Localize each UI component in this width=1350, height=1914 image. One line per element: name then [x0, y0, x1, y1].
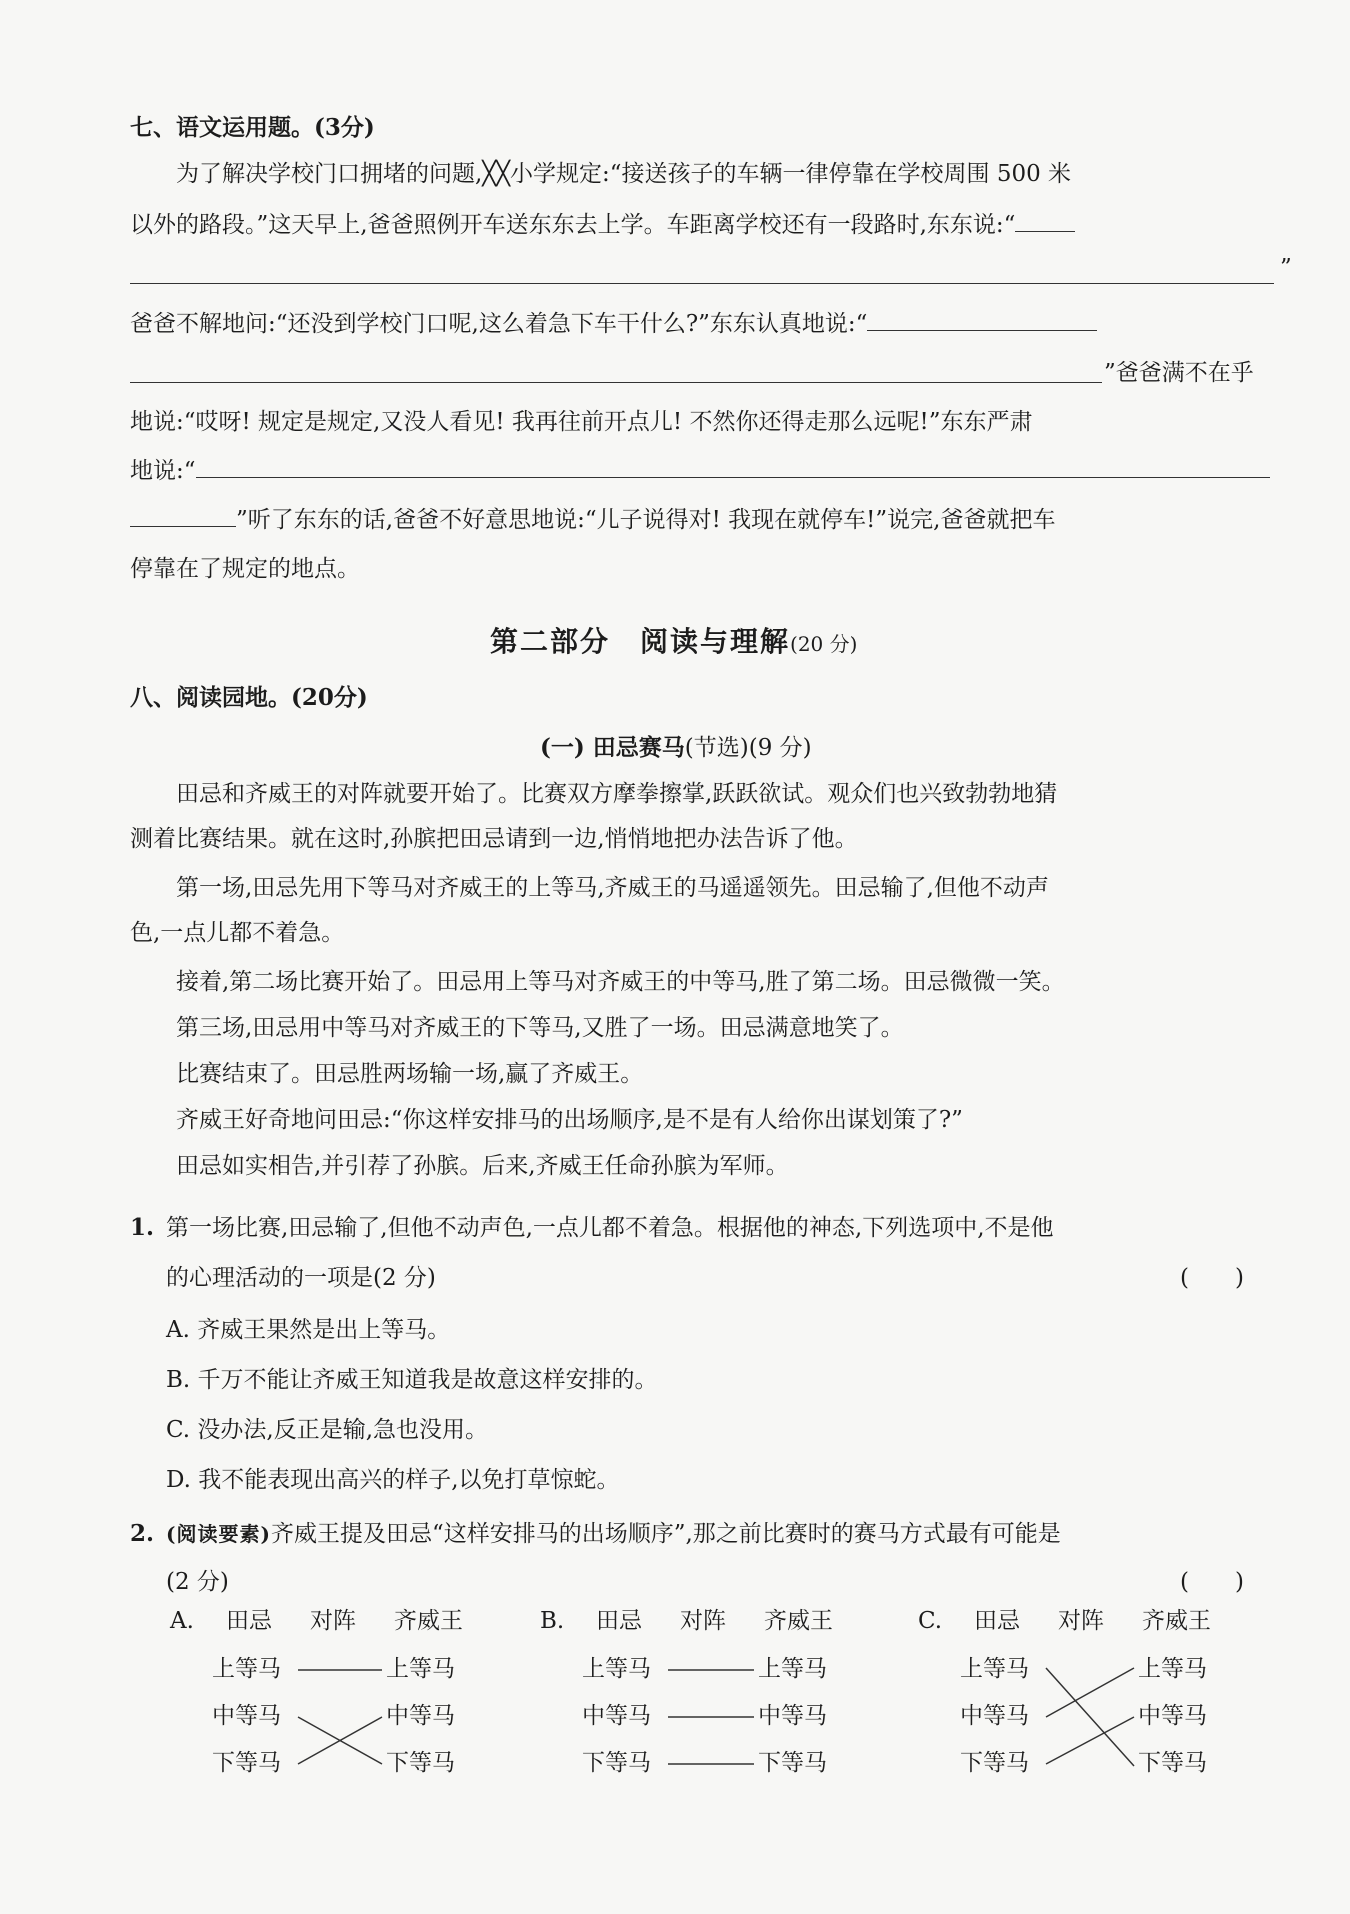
sec7-line-5: ”爸爸满不在乎	[1104, 360, 1254, 386]
choice-b-header-2: 对阵	[680, 1608, 726, 1634]
passage-p2b: 色,一点儿都不着急。	[130, 920, 345, 946]
choice-c-left-2: 中等马	[960, 1703, 1029, 1729]
choice-b-left-3: 下等马	[582, 1750, 651, 1776]
q1-option-c[interactable]: C. 没办法,反正是输,急也没用。	[166, 1417, 489, 1443]
q1-answer-paren[interactable]: ( )	[1180, 1265, 1244, 1291]
sec7-line-8-text: ”听了东东的话,爸爸不好意思地说:“儿子说得对! 我现在就停车!”说完,爸爸就把车	[236, 507, 1056, 533]
choice-b-right-2: 中等马	[758, 1703, 827, 1729]
part-2-title: 第二部分 阅读与理解	[490, 625, 791, 658]
choice-a-header-2: 对阵	[310, 1608, 356, 1634]
line-c-top-to-low	[1046, 1668, 1134, 1766]
choice-a-right-1: 上等马	[386, 1656, 455, 1682]
q1-option-b[interactable]: B. 千万不能让齐威王知道我是故意这样安排的。	[166, 1367, 658, 1393]
choice-b-letter: B.	[540, 1608, 565, 1634]
choice-c-left-1: 上等马	[960, 1656, 1029, 1682]
q1-line-1: 第一场比赛,田忌输了,但他不动声色,一点儿都不着急。根据他的神态,下列选项中,不是他	[166, 1215, 1054, 1241]
q2-line-2: (2 分)	[166, 1569, 229, 1595]
sec7-line-7-text: 地说:“	[130, 458, 196, 484]
choice-a-right-3: 下等马	[386, 1750, 455, 1776]
q2-answer-paren[interactable]: ( )	[1180, 1569, 1244, 1595]
part-2-score: (20 分)	[790, 632, 858, 656]
choice-c-right-1: 上等马	[1138, 1656, 1207, 1682]
passage-p3: 接着,第二场比赛开始了。田忌用上等马对齐威王的中等马,胜了第二场。田忌微微一笑。	[176, 969, 1065, 995]
choice-a-left-2: 中等马	[212, 1703, 281, 1729]
choice-a-header-3: 齐威王	[394, 1608, 463, 1634]
choice-b-right-3: 下等马	[758, 1750, 827, 1776]
line-c-low-to-mid	[1046, 1717, 1134, 1764]
q1-line-2: 的心理活动的一项是(2 分)	[166, 1265, 436, 1291]
passage-title-sub: (节选)(9 分)	[684, 735, 812, 761]
choice-c-right-3: 下等马	[1138, 1750, 1207, 1776]
section-7-title: 七、语文运用题。(3分)	[130, 114, 375, 141]
choice-a-right-2: 中等马	[386, 1703, 455, 1729]
choice-c-header-3: 齐威王	[1142, 1608, 1211, 1634]
choice-c-letter: C.	[918, 1608, 943, 1634]
sec7-line-6: 地说:“哎呀! 规定是规定,又没人看见! 我再往前开点儿! 不然你还得走那么远呢!”东东严肃	[130, 409, 1033, 435]
sec7-line-4-text: 爸爸不解地问:“还没到学校门口呢,这么着急下车干什么?”东东认真地说:“	[130, 311, 868, 337]
choice-a-letter: A.	[170, 1608, 194, 1634]
passage-p1a: 田忌和齐威王的对阵就要开始了。比赛双方摩拳擦掌,跃跃欲试。观众们也兴致勃勃地猜	[176, 781, 1058, 807]
passage-p7: 田忌如实相告,并引荐了孙膑。后来,齐威王任命孙膑为军师。	[176, 1153, 789, 1179]
choice-c-left-3: 下等马	[960, 1750, 1029, 1776]
sec7-line-9: 停靠在了规定的地点。	[130, 556, 360, 582]
choice-b-header-1: 田忌	[596, 1608, 642, 1634]
q2-line-1-text: 齐威王提及田忌“这样安排马的出场顺序”,那之前比赛时的赛马方式最有可能是	[270, 1521, 1061, 1547]
passage-p1b: 测着比赛结果。就在这时,孙膑把田忌请到一边,悄悄地把办法告诉了他。	[130, 826, 858, 852]
line-c-mid-to-top	[1046, 1668, 1134, 1717]
close-quote-1: ”	[1280, 255, 1292, 281]
choice-b-right-1: 上等马	[758, 1656, 827, 1682]
passage-p6: 齐威王好奇地问田忌:“你这样安排马的出场顺序,是不是有人给你出谋划策了?”	[176, 1107, 963, 1133]
passage-p5: 比赛结束了。田忌胜两场输一场,赢了齐威王。	[176, 1061, 644, 1087]
choice-c-header-1: 田忌	[974, 1608, 1020, 1634]
q1-number: 1.	[130, 1214, 155, 1241]
choice-c-header-2: 对阵	[1058, 1608, 1104, 1634]
passage-p4: 第三场,田忌用中等马对齐威王的下等马,又胜了一场。田忌满意地笑了。	[176, 1015, 904, 1041]
choice-a-left-1: 上等马	[212, 1656, 281, 1682]
choice-c-right-2: 中等马	[1138, 1703, 1207, 1729]
sec7-line-2-text: 以外的路段。”这天早上,爸爸照例开车送东东去上学。车距离学校还有一段路时,东东说:“	[130, 212, 1016, 238]
q1-option-a[interactable]: A. 齐威王果然是出上等马。	[166, 1317, 451, 1343]
choice-b-left-2: 中等马	[582, 1703, 651, 1729]
choice-a-header-1: 田忌	[226, 1608, 272, 1634]
section-8-title: 八、阅读园地。(20分)	[130, 684, 368, 711]
passage-title-main: (一) 田忌赛马	[540, 734, 685, 761]
passage-p2a: 第一场,田忌先用下等马对齐威王的上等马,齐威王的马遥遥领先。田忌输了,但他不动声	[176, 875, 1049, 901]
q2-tag: (阅读要素)	[166, 1522, 271, 1546]
sec7-line-1: 为了解决学校门口拥堵的问题,╳╳小学规定:“接送孩子的车辆一律停靠在学校周围 500 米	[176, 161, 1072, 187]
choice-b-left-1: 上等马	[582, 1656, 651, 1682]
choice-a-left-3: 下等马	[212, 1750, 281, 1776]
q2-number: 2.	[130, 1520, 155, 1547]
choice-b-header-3: 齐威王	[764, 1608, 833, 1634]
q1-option-d[interactable]: D. 我不能表现出高兴的样子,以免打草惊蛇。	[166, 1467, 620, 1493]
